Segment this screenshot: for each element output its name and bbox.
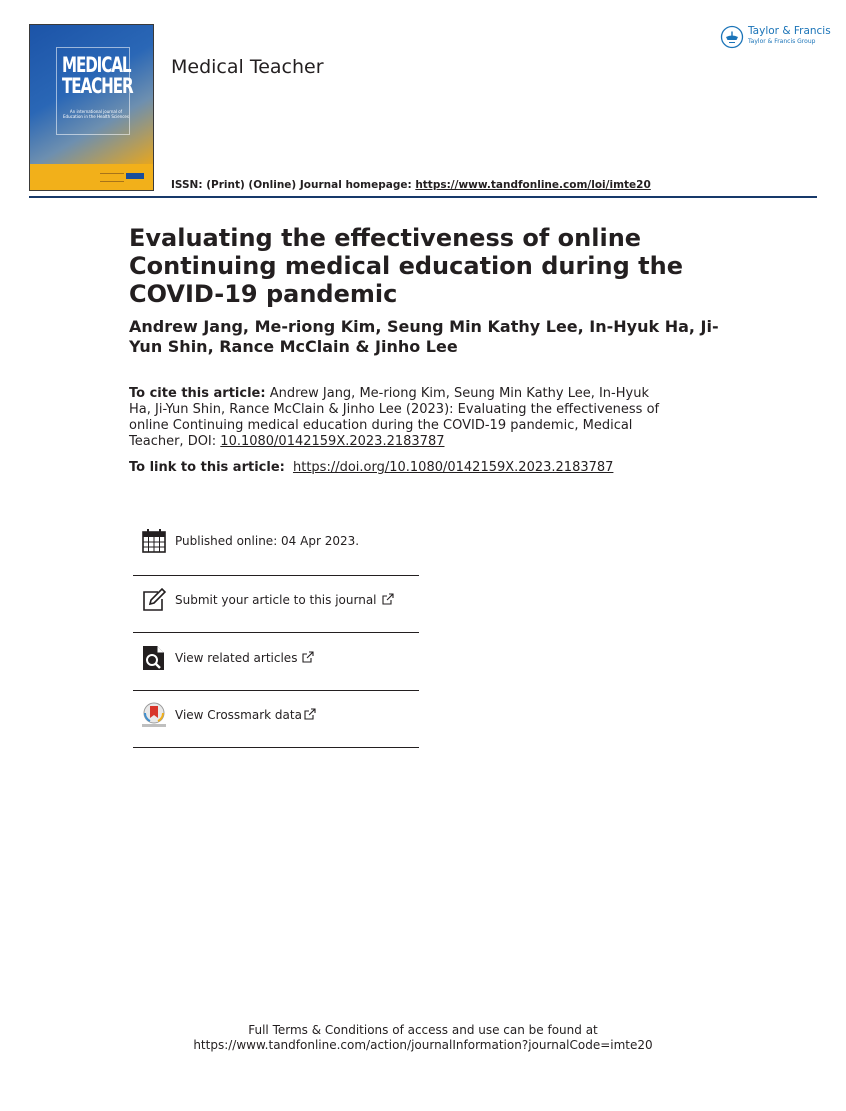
cover-publisher-mark (126, 173, 144, 179)
related-articles-link[interactable] (175, 651, 314, 665)
issn-text: ISSN: (Print) (Online) Journal homepage: (171, 179, 412, 191)
publisher-logo[interactable] (720, 23, 830, 51)
action-divider (133, 690, 419, 691)
publisher-group: Taylor & Francis Group (748, 38, 816, 45)
cover-text-lines (100, 173, 124, 182)
citation-block (129, 386, 669, 450)
cite-doi-link[interactable]: 10.1080/0142159X.2023.2183787 (220, 434, 445, 449)
header-divider (29, 196, 817, 198)
submit-article-text: Submit your article to this journal (175, 593, 377, 607)
terms-text: Full Terms & Conditions of access and use can be found at (248, 1023, 598, 1037)
terms-footer (0, 1023, 846, 1053)
crossmark-row[interactable] (133, 696, 419, 752)
edit-icon (141, 587, 167, 613)
article-title: Evaluating the effectiveness of online Continuing medical education during the COVID-19 pandemic (129, 224, 683, 308)
article-doi-link[interactable]: https://doi.org/10.1080/0142159X.2023.2183787 (292, 460, 614, 475)
cover-bottom-band (30, 164, 153, 190)
action-divider (133, 632, 419, 633)
issn-homepage-line (171, 179, 651, 191)
crossmark-link[interactable] (175, 708, 316, 722)
related-articles-row[interactable] (133, 639, 419, 695)
cover-subtitle: An international journal of Education in the Health Sciences (63, 109, 129, 119)
external-link-icon (302, 651, 314, 663)
terms-url[interactable]: https://www.tandfonline.com/action/journalInformation?journalCode=imte20 (193, 1038, 653, 1052)
published-online-text: Published online: 04 Apr 2023. (175, 534, 360, 548)
external-link-icon (304, 708, 316, 720)
article-authors: Andrew Jang, Me-riong Kim, Seung Min Kathy Lee, In-Hyuk Ha, Ji-Yun Shin, Rance McClain & Jinho Lee (129, 317, 719, 356)
crossmark-icon (141, 702, 167, 728)
publisher-name: Taylor & Francis (748, 25, 831, 37)
action-divider (133, 575, 419, 576)
external-link-icon (382, 593, 394, 605)
submit-article-row[interactable] (133, 581, 419, 637)
search-document-icon (141, 645, 167, 671)
journal-cover-image (29, 24, 154, 191)
published-online-row (133, 522, 419, 578)
cover-title: MEDICAL TEACHER (62, 53, 133, 98)
calendar-icon (141, 528, 167, 554)
related-articles-text: View related articles (175, 651, 298, 665)
cite-label: To cite this article: (129, 386, 266, 401)
submit-article-link[interactable] (175, 593, 394, 607)
journal-homepage-link[interactable]: https://www.tandfonline.com/loi/imte20 (415, 179, 651, 191)
action-divider (133, 747, 419, 748)
article-link-line (129, 460, 613, 476)
crossmark-text: View Crossmark data (175, 708, 302, 722)
cite-text: Andrew Jang, Me-riong Kim, Seung Min Kathy Lee, In-Hyuk Ha, Ji-Yun Shin, Rance McClain & Jinho Lee (2023): Evaluating the effectiveness of online Continuing medical education during the COVID-19 pandemic, Medical Teacher, DOI: (129, 386, 660, 449)
taylor-francis-icon (720, 25, 744, 49)
link-label: To link to this article: (129, 460, 285, 475)
journal-name: Medical Teacher (171, 56, 324, 78)
